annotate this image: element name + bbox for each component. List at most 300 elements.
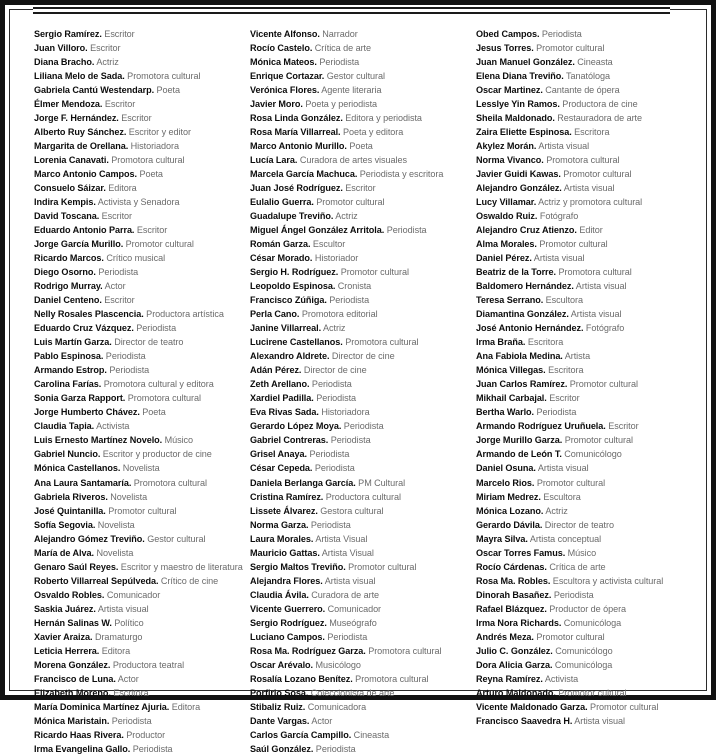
person-name: Vicente Guerrero.	[250, 603, 326, 614]
person-name: Irma Braña.	[476, 337, 526, 348]
person-name: Mikhail Carbajal.	[476, 393, 547, 404]
list-item	[34, 83, 250, 97]
person-role: Poeta	[137, 169, 163, 180]
person-role: Gestor cultural	[144, 533, 206, 544]
person-name: Obed Campos.	[476, 29, 540, 39]
person-name: Carolina Farías.	[34, 379, 102, 390]
list-item	[476, 349, 704, 363]
list-item	[34, 447, 250, 461]
list-item	[250, 504, 476, 518]
person-role: Periodista	[313, 393, 357, 404]
person-role: Promotor cultural	[533, 631, 605, 642]
person-name: Lissete Álvarez.	[250, 505, 318, 516]
person-name: Mónica Lozano.	[476, 505, 544, 516]
person-name: Porfirio Sosa.	[250, 687, 309, 698]
list-item	[476, 419, 704, 433]
person-name: María Dominica Martínez Ajuria.	[34, 701, 170, 712]
person-name: Saskia Juárez.	[34, 603, 96, 614]
list-item	[476, 686, 704, 700]
person-name: Mayra Silva.	[476, 533, 528, 544]
person-role: Promotor cultural	[313, 197, 385, 208]
list-item	[250, 476, 476, 490]
list-item	[34, 644, 250, 658]
list-item	[476, 588, 704, 602]
list-item	[34, 686, 250, 700]
list-item	[34, 630, 250, 644]
person-role: Actriz	[543, 505, 568, 516]
list-item	[34, 433, 250, 447]
list-item	[476, 125, 704, 139]
person-role: Comunicóloga	[552, 659, 613, 670]
list-item	[250, 363, 476, 377]
person-name: Juan Carlos Ramírez.	[476, 379, 568, 390]
person-role: Promotora cultural	[365, 645, 442, 656]
person-name: Daniel Centeno.	[34, 295, 102, 306]
person-name: Enrique Cortazar.	[250, 71, 325, 82]
list-item	[250, 672, 476, 686]
list-item	[476, 518, 704, 532]
list-item	[250, 209, 476, 223]
list-item	[476, 644, 704, 658]
person-role: Periodista	[384, 225, 427, 236]
list-item	[34, 742, 250, 756]
list-item	[34, 181, 250, 195]
person-role: Artista conceptual	[527, 533, 602, 544]
list-item	[476, 658, 704, 672]
list-item	[250, 419, 476, 433]
name-column-2	[250, 27, 476, 756]
person-role: Escultora	[543, 295, 584, 306]
person-name: Rosa María Villarreal.	[250, 127, 341, 138]
person-role: Actriz	[333, 211, 358, 222]
person-role: Promotor cultural	[536, 239, 608, 250]
name-column-3	[476, 27, 704, 728]
list-item	[476, 560, 704, 574]
person-role: Promotor cultural	[338, 267, 409, 278]
person-name: Akylez Morán.	[476, 141, 537, 152]
person-role: Director de cine	[329, 351, 395, 362]
list-item	[476, 293, 704, 307]
person-role: Escritor y maestro de literatura	[118, 561, 243, 572]
list-item	[476, 111, 704, 125]
list-item	[476, 504, 704, 518]
person-name: Pablo Espinosa.	[34, 351, 104, 362]
person-role: Promotora cultural	[131, 477, 207, 488]
list-item	[476, 363, 704, 377]
person-name: Sergio Maltos Treviño.	[250, 561, 346, 572]
person-role: Escritor	[101, 295, 135, 306]
list-item	[476, 307, 704, 321]
person-name: Gerardo Dávila.	[476, 519, 543, 530]
person-name: Janine Villarreal.	[250, 323, 322, 334]
person-role: Cineasta	[351, 729, 390, 740]
person-name: Ricardo Marcos.	[34, 253, 104, 264]
list-item	[250, 139, 476, 153]
list-item	[250, 433, 476, 447]
person-name: Jorge Humberto Chávez.	[34, 407, 140, 418]
person-name: Xavier Araiza.	[34, 631, 93, 642]
person-name: David Toscana.	[34, 211, 100, 222]
person-name: Rosa Ma. Rodríguez Garza.	[250, 645, 366, 656]
person-name: Jesus Torres.	[476, 43, 534, 54]
list-item	[250, 335, 476, 349]
person-name: Marcela García Machuca.	[250, 169, 358, 180]
person-role: Promotora cultural	[342, 337, 419, 348]
person-name: César Cepeda.	[250, 463, 313, 474]
person-role: Escritora	[525, 337, 564, 348]
person-name: Laura Morales.	[250, 533, 314, 544]
person-role: Gestor cultural	[324, 71, 385, 82]
person-name: Eulalio Guerra.	[250, 197, 314, 208]
list-item	[34, 27, 250, 41]
person-role: Productor de ópera	[546, 603, 627, 614]
person-role: Músico	[565, 547, 597, 558]
person-name: Mónica Villegas.	[476, 365, 546, 376]
list-item	[476, 181, 704, 195]
list-item	[476, 41, 704, 55]
person-role: Escritor	[87, 43, 121, 54]
list-item	[250, 27, 476, 41]
person-name: Rodrigo Murray.	[34, 281, 103, 292]
list-item	[250, 251, 476, 265]
person-name: Diego Osorno.	[34, 267, 96, 278]
person-role: Poeta	[139, 407, 166, 418]
list-item	[476, 195, 704, 209]
person-role: Escritor	[118, 113, 152, 124]
list-item	[250, 83, 476, 97]
list-item	[34, 363, 250, 377]
person-name: Dora Alicia Garza.	[476, 659, 553, 670]
person-name: Verónica Flores.	[250, 85, 320, 96]
person-role: Músico	[162, 435, 194, 446]
person-role: Escritor	[99, 211, 133, 222]
person-role: Periodista	[313, 743, 356, 754]
person-name: José Quintanilla.	[34, 505, 106, 516]
person-name: Lucy Villamar.	[476, 197, 537, 208]
person-role: Restauradora de arte	[554, 113, 643, 124]
person-role: Crítica de arte	[312, 43, 372, 54]
person-role: Periodista	[130, 743, 173, 754]
person-role: Fotógrafo	[537, 211, 579, 222]
person-role: Periodista	[307, 449, 350, 460]
list-item	[34, 616, 250, 630]
person-name: Sergio Ramírez.	[34, 29, 102, 39]
person-role: Promotor cultural	[534, 477, 606, 488]
person-role: Cineasta	[574, 57, 613, 68]
person-name: Gabriel Contreras.	[250, 435, 329, 446]
list-item	[34, 237, 250, 251]
person-role: Novelista	[93, 547, 134, 558]
person-role: Promotora cultural	[543, 155, 620, 166]
list-item	[476, 546, 704, 560]
person-name: Norma Vivanco.	[476, 155, 544, 166]
list-item	[476, 377, 704, 391]
person-name: Francisco Saavedra H.	[476, 715, 573, 726]
person-role: Promotor cultural	[123, 239, 194, 250]
person-role: Crítico de cine	[158, 575, 219, 586]
person-name: Gerardo López Moya.	[250, 421, 342, 432]
list-item	[250, 195, 476, 209]
person-name: Alejandra Flores.	[250, 575, 323, 586]
person-name: Sofía Segovia.	[34, 519, 96, 530]
list-item	[476, 55, 704, 69]
person-name: Mónica Castellanos.	[34, 463, 121, 474]
person-name: Norma Garza.	[250, 519, 309, 530]
list-item	[34, 335, 250, 349]
list-item	[34, 476, 250, 490]
list-item	[34, 195, 250, 209]
person-role: Poeta y editora	[340, 127, 404, 138]
list-item	[476, 209, 704, 223]
person-role: Productora cultural	[323, 491, 401, 502]
list-item	[476, 167, 704, 181]
list-item	[250, 97, 476, 111]
person-role: Artista visual	[573, 281, 627, 292]
person-name: Indira Kempis.	[34, 197, 96, 208]
list-item	[250, 686, 476, 700]
person-name: Sonia Garza Rapport.	[34, 393, 126, 404]
person-name: Juan Villoro.	[34, 43, 88, 54]
list-item	[34, 153, 250, 167]
person-role: Promotora cultural	[124, 71, 201, 82]
list-item	[250, 167, 476, 181]
person-role: Actriz y promotora cultural	[536, 197, 643, 208]
person-name: Teresa Serrano.	[476, 295, 544, 306]
person-name: Sheila Maldonado.	[476, 113, 555, 124]
person-role: Periodista	[309, 379, 352, 390]
person-role: Periodista	[341, 421, 384, 432]
person-role: Productor	[123, 729, 166, 740]
list-item	[34, 69, 250, 83]
person-name: Francisco de Luna.	[34, 673, 116, 684]
person-role: Musicólogo	[313, 659, 361, 670]
person-name: Armando Estrop.	[34, 365, 107, 376]
person-role: Poeta y periodista	[302, 99, 378, 110]
list-item	[476, 490, 704, 504]
list-item	[34, 602, 250, 616]
list-item	[250, 461, 476, 475]
person-role: Artista visual	[531, 253, 585, 264]
list-item	[250, 377, 476, 391]
person-name: Irma Nora Richards.	[476, 617, 562, 628]
person-name: Guadalupe Treviño.	[250, 211, 334, 222]
list-item	[476, 223, 704, 237]
list-item	[250, 532, 476, 546]
person-name: Lucía Lara.	[250, 155, 298, 166]
person-role: Artista visual	[572, 715, 625, 726]
list-item	[250, 223, 476, 237]
person-role: Promotor cultural	[587, 701, 659, 712]
list-item	[476, 251, 704, 265]
person-role: Periodista	[133, 323, 177, 334]
list-item	[34, 490, 250, 504]
person-name: Mauricio Gattas.	[250, 547, 320, 558]
person-role: Escultor	[310, 239, 346, 250]
person-role: Artista visual	[322, 575, 376, 586]
person-role: Comunicador	[104, 589, 161, 600]
person-role: Activista y Senadora	[95, 197, 180, 208]
list-item	[476, 447, 704, 461]
list-item	[34, 560, 250, 574]
person-role: Promotora cultural	[556, 267, 632, 278]
person-role: Periodista	[109, 715, 152, 726]
person-role: Promotor cultural	[560, 169, 632, 180]
person-role: Escritor	[102, 99, 136, 110]
person-role: Tanatóloga	[563, 71, 610, 82]
list-item	[34, 111, 250, 125]
list-item	[34, 588, 250, 602]
top-double-rule	[33, 7, 670, 19]
list-item	[250, 125, 476, 139]
list-item	[476, 279, 704, 293]
person-name: Oswaldo Ruiz.	[476, 211, 538, 222]
list-item	[250, 237, 476, 251]
person-role: Artista visual	[568, 309, 622, 320]
list-item	[476, 139, 704, 153]
person-name: Vicente Maldonado Garza.	[476, 701, 588, 712]
person-role: Narrador	[319, 29, 358, 39]
person-name: Rosa Linda González.	[250, 113, 343, 124]
person-role: Artista visual	[95, 603, 149, 614]
person-role: Dramaturgo	[92, 631, 143, 642]
person-name: Sergio H. Rodríguez.	[250, 267, 339, 278]
list-item	[250, 574, 476, 588]
person-name: Osvaldo Robles.	[34, 589, 105, 600]
person-name: Marco Antonio Murillo.	[250, 141, 347, 152]
list-item	[250, 546, 476, 560]
list-item	[250, 602, 476, 616]
person-role: Historiadora	[128, 141, 179, 152]
person-name: Oscar Martinez.	[476, 85, 543, 96]
person-name: Rosa Ma. Robles.	[476, 575, 551, 586]
list-item	[34, 419, 250, 433]
person-role: Escritor	[546, 393, 580, 404]
person-role: Actor	[102, 281, 126, 292]
person-name: Mónica Maristain.	[34, 715, 110, 726]
list-item	[34, 658, 250, 672]
list-item	[476, 405, 704, 419]
person-role: Productora artística	[143, 309, 224, 320]
person-name: Gabriela Cantú Westendarp.	[34, 85, 155, 96]
person-name: Francisco Zúñiga.	[250, 295, 327, 306]
person-role: Periodista	[103, 351, 146, 362]
person-role: Editora	[99, 645, 131, 656]
person-role: Promotora cultural	[352, 673, 429, 684]
person-role: Artista Visual	[313, 533, 368, 544]
person-name: Nelly Rosales Plascencia.	[34, 309, 144, 320]
person-role: Promotor cultural	[567, 379, 638, 390]
person-name: Andrés Meza.	[476, 631, 534, 642]
person-role: Promotora cultural y editora	[101, 379, 214, 390]
list-item	[250, 490, 476, 504]
person-role: Cronista	[335, 281, 372, 292]
person-role: Artista visual	[536, 141, 590, 152]
person-name: Luciano Campos.	[250, 631, 325, 642]
person-role: Periodista	[308, 519, 351, 530]
list-item	[250, 588, 476, 602]
list-item	[250, 518, 476, 532]
person-role: Escritora	[571, 127, 610, 138]
person-name: José Antonio Hernández.	[476, 323, 584, 334]
list-item	[34, 349, 250, 363]
person-role: Periodista	[551, 589, 594, 600]
person-name: Oscar Arévalo.	[250, 659, 314, 670]
person-name: Luis Martín Garza.	[34, 337, 112, 348]
person-role: Periodista	[324, 631, 368, 642]
person-role: Comunicador	[325, 603, 382, 614]
list-item	[34, 728, 250, 742]
list-item	[476, 714, 704, 728]
list-item	[476, 69, 704, 83]
person-role: Promotora cultural	[108, 155, 185, 166]
list-item	[476, 83, 704, 97]
person-name: Vicente Alfonso.	[250, 29, 320, 39]
person-role: Promotor cultural	[555, 687, 627, 698]
list-item	[34, 209, 250, 223]
person-name: Grisel Anaya.	[250, 449, 308, 460]
list-item	[34, 97, 250, 111]
list-item	[34, 167, 250, 181]
person-role: Escritor	[342, 183, 376, 194]
person-role: Novelista	[107, 491, 148, 502]
person-name: Lorenia Canavati.	[34, 155, 109, 166]
person-role: Escritor y productor de cine	[100, 449, 212, 460]
person-name: Carlos García Campillo.	[250, 729, 352, 740]
person-name: Beatriz de la Torre.	[476, 267, 556, 278]
list-item	[250, 321, 476, 335]
person-name: Gabriela Riveros.	[34, 491, 108, 502]
person-name: Gabriel Nuncio.	[34, 449, 101, 460]
person-role: PM Cultural	[355, 477, 406, 488]
list-item	[250, 153, 476, 167]
list-item	[476, 237, 704, 251]
person-name: Rocío Castelo.	[250, 43, 313, 54]
person-role: Editora y periodista	[342, 113, 422, 124]
person-name: Jorge Murillo Garza.	[476, 435, 563, 446]
person-name: Juan José Rodríguez.	[250, 183, 343, 194]
person-role: Escritora	[545, 365, 584, 376]
person-role: Activista	[94, 421, 130, 432]
person-name: Reyna Ramírez.	[476, 673, 543, 684]
list-item	[34, 279, 250, 293]
list-item	[250, 69, 476, 83]
list-item	[250, 293, 476, 307]
person-name: Alejandro González.	[476, 183, 562, 194]
person-role: Poeta	[346, 141, 373, 152]
person-role: Comunicólogo	[561, 449, 622, 460]
person-role: Periodista y escritora	[357, 169, 444, 180]
rule-line-lower	[33, 12, 670, 14]
list-item	[476, 700, 704, 714]
person-role: Editora	[105, 183, 137, 194]
list-item	[34, 391, 250, 405]
person-name: Baldomero Hernández.	[476, 281, 574, 292]
person-role: Actor	[115, 673, 139, 684]
person-name: Rosalía Lozano Benítez.	[250, 673, 353, 684]
person-role: Promotora cultural	[125, 393, 201, 404]
person-name: Irma Evangelina Gallo.	[34, 743, 131, 754]
person-name: Perla Cano.	[250, 309, 300, 320]
list-item	[250, 307, 476, 321]
person-name: Alejandro Gómez Treviño.	[34, 533, 145, 544]
list-item	[476, 27, 704, 41]
person-name: Dante Vargas.	[250, 715, 310, 726]
list-item	[476, 97, 704, 111]
person-role: Coleccionista de arte	[308, 687, 395, 698]
list-item	[34, 139, 250, 153]
person-name: Javier Moro.	[250, 99, 303, 110]
person-name: Rafael Blázquez.	[476, 603, 547, 614]
